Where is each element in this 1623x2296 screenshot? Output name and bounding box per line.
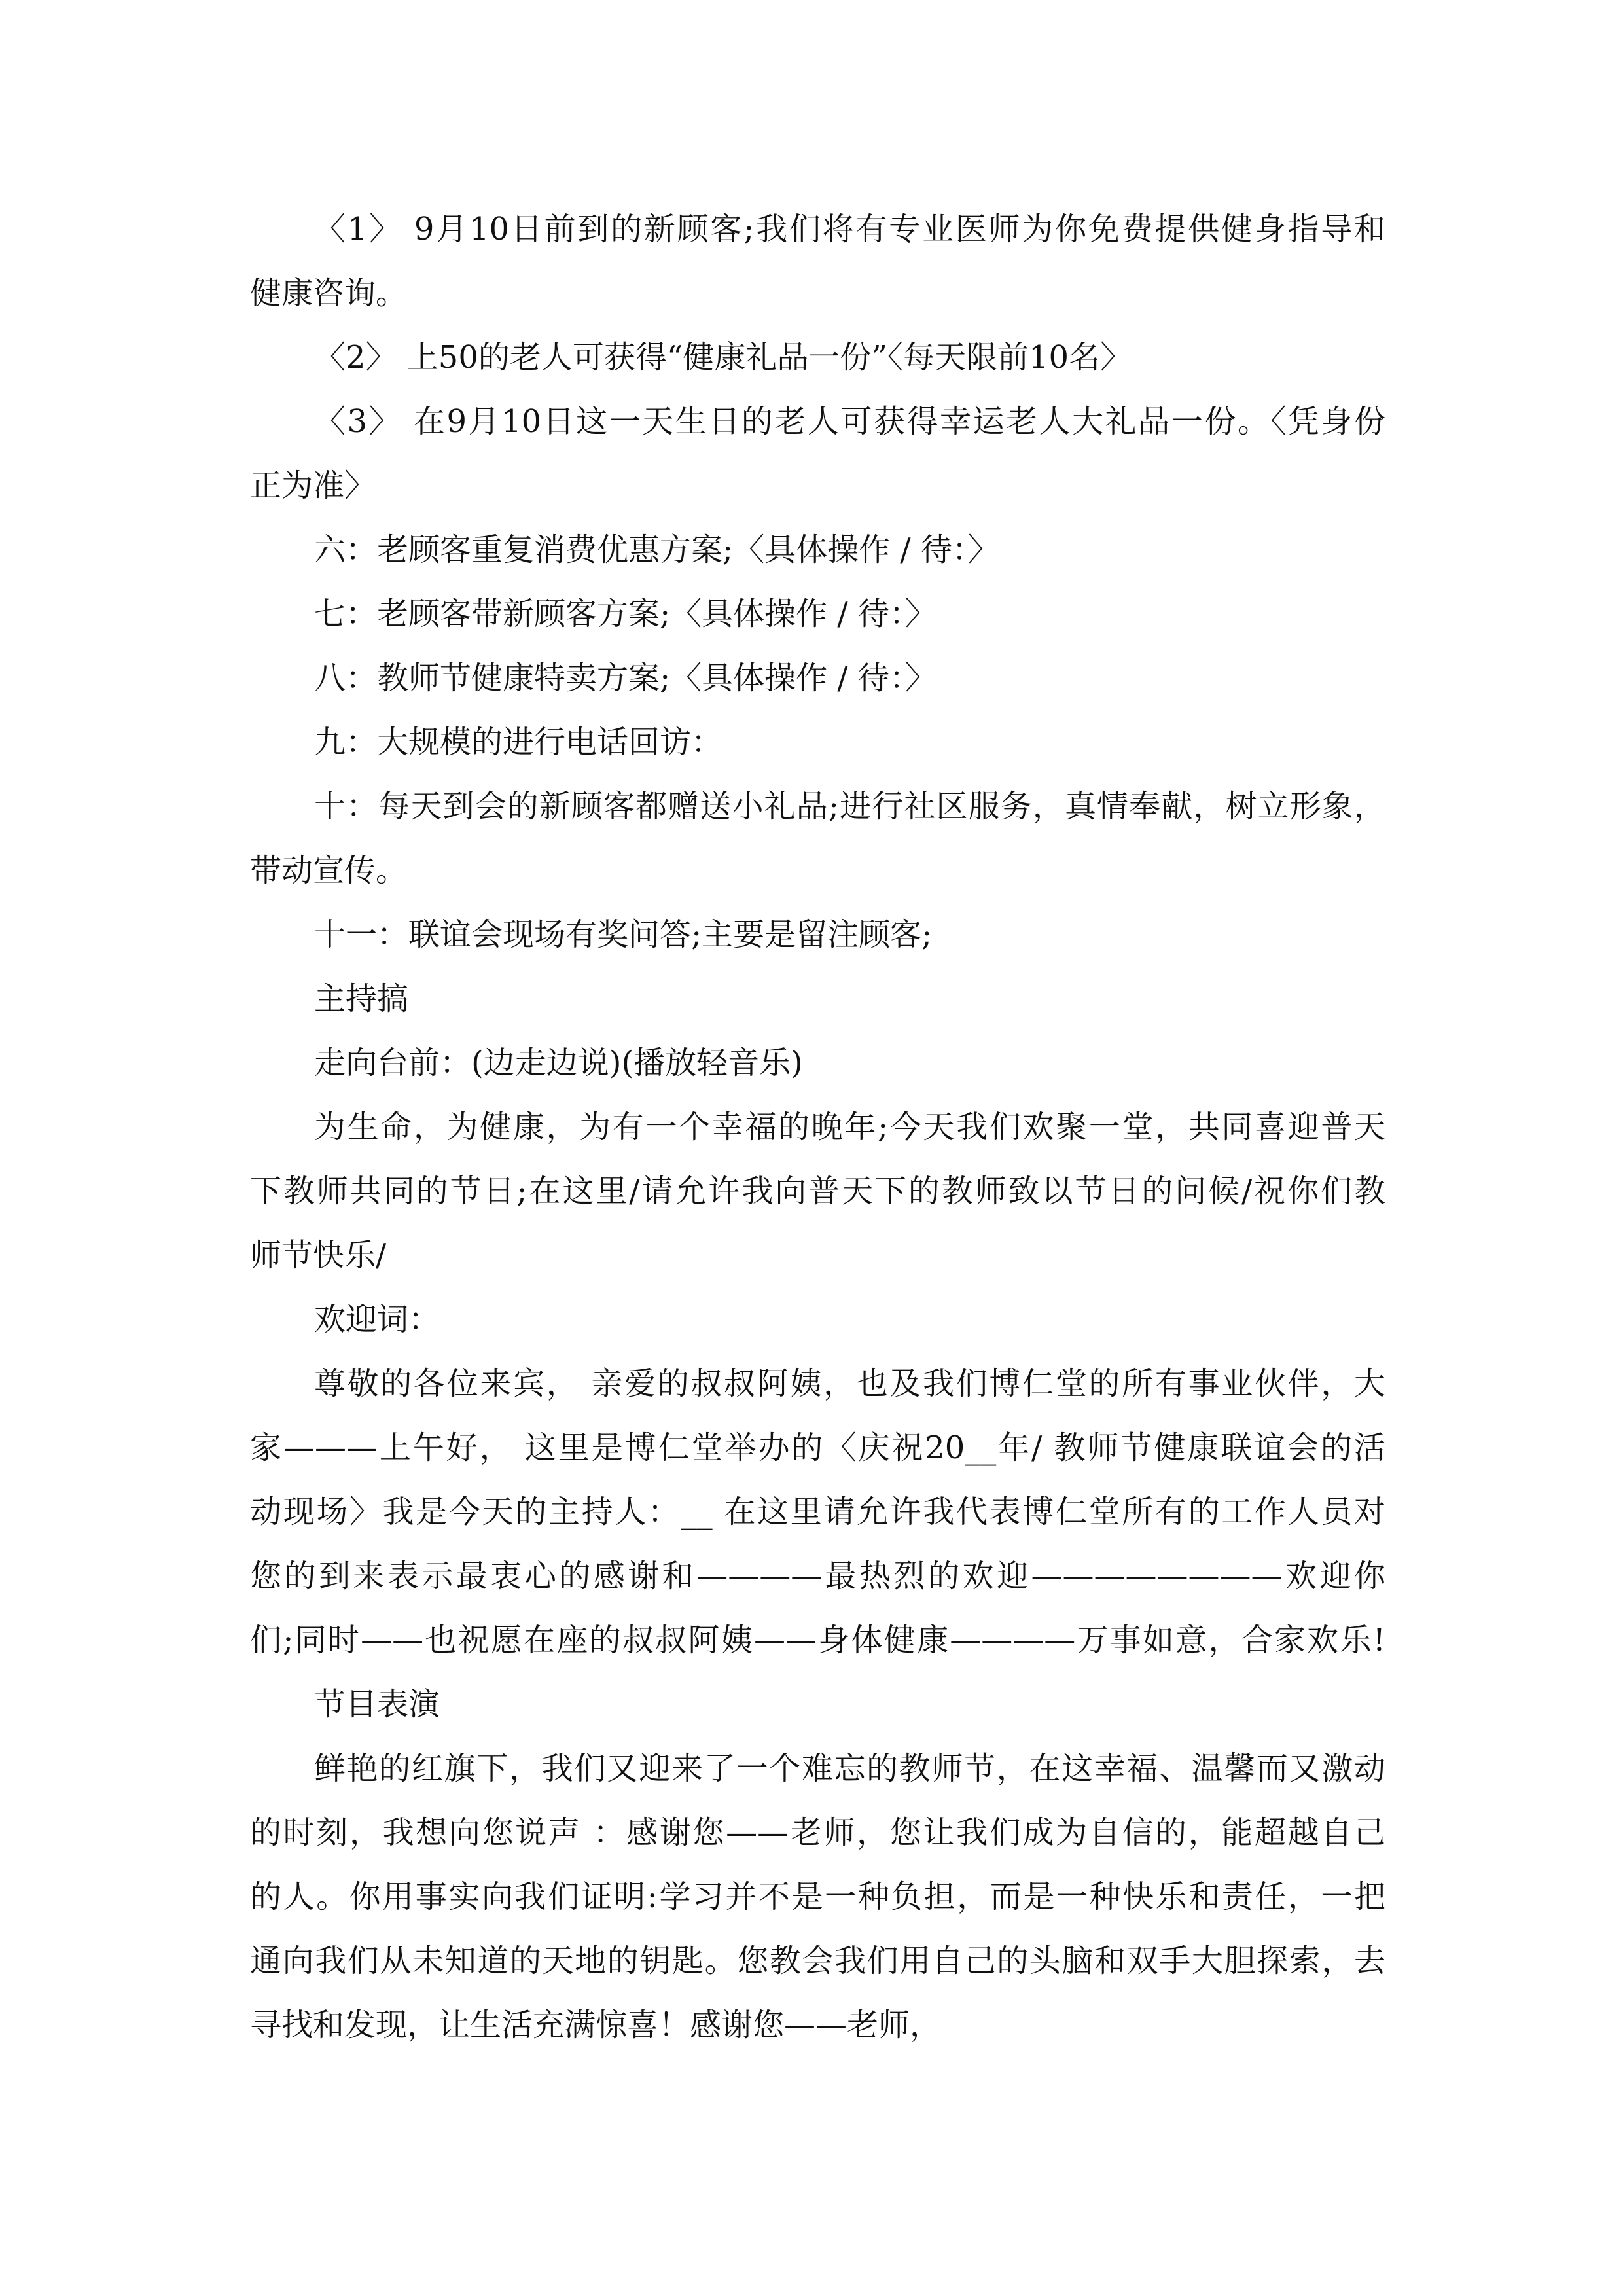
text-line: 欢迎词： bbox=[314, 1301, 440, 1338]
text-line: 十一：联谊会现场有奖问答;主要是留注顾客; bbox=[314, 916, 933, 953]
text-line: 节目表演 bbox=[314, 1686, 440, 1723]
text-line: 〈1〉 9月10日前到的新顾客;我们将有专业医师为你免费提供健身指导和 bbox=[314, 211, 1385, 247]
text-line: 您的到来表示最衷心的感谢和————最热烈的欢迎————————欢迎你 bbox=[250, 1558, 1385, 1594]
text-line: 下教师共同的节日;在这里/请允许我向普天下的教师致以节日的问候/祝你们教 bbox=[250, 1173, 1385, 1210]
text-line: 走向台前：(边走边说)(播放轻音乐) bbox=[314, 1045, 803, 1081]
text-line: 的时刻，我想向您说声 ：感谢您——老师，您让我们成为自信的，能超越自己 bbox=[250, 1814, 1385, 1851]
text-line: 们;同时——也祝愿在座的叔叔阿姨——身体健康————万事如意，合家欢乐! bbox=[250, 1622, 1385, 1659]
text-line: 八：教师节健康特卖方案;〈具体操作 / 待：〉 bbox=[314, 660, 936, 696]
text-line: 〈3〉 在9月10日这一天生日的老人可获得幸运老人大礼品一份。〈凭身份 bbox=[314, 403, 1385, 440]
text-line: 带动宣传。 bbox=[250, 852, 408, 889]
text-line: 鲜艳的红旗下，我们又迎来了一个难忘的教师节，在这幸福、温馨而又激动 bbox=[314, 1750, 1385, 1787]
text-line: 正为准〉 bbox=[250, 467, 376, 504]
text-line: 十：每天到会的新顾客都赠送小礼品;进行社区服务，真情奉献，树立形象， bbox=[314, 788, 1385, 825]
text-line: 师节快乐/ bbox=[250, 1237, 387, 1274]
text-line: 健康咨询。 bbox=[250, 275, 408, 312]
text-line: 尊敬的各位来宾， 亲爱的叔叔阿姨，也及我们博仁堂的所有事业伙伴，大 bbox=[314, 1365, 1385, 1402]
text-line: 六：老顾客重复消费优惠方案;〈具体操作 / 待：〉 bbox=[314, 531, 999, 568]
text-line: 通向我们从未知道的天地的钥匙。您教会我们用自己的头脑和双手大胆探索，去 bbox=[250, 1943, 1385, 1979]
text-line: 动现场〉我是今天的主持人：__ 在这里请允许我代表博仁堂所有的工作人员对 bbox=[250, 1494, 1385, 1530]
document-page bbox=[250, 203, 1385, 2063]
text-line: 寻找和发现，让生活充满惊喜！感谢您——老师， bbox=[250, 2007, 942, 2043]
text-line: 家———上午好， 这里是博仁堂举办的〈庆祝20__年/ 教师节健康联谊会的活 bbox=[250, 1429, 1385, 1466]
text-line: 的人。你用事实向我们证明:学习并不是一种负担，而是一种快乐和责任，一把 bbox=[250, 1878, 1385, 1915]
text-line: 主持搞 bbox=[314, 980, 409, 1017]
text-line: 为生命，为健康，为有一个幸福的晚年;今天我们欢聚一堂，共同喜迎普天 bbox=[314, 1109, 1385, 1145]
text-line: 〈2〉 上50的老人可获得“健康礼品一份”〈每天限前10名〉 bbox=[314, 339, 1132, 376]
text-line: 九：大规模的进行电话回访： bbox=[314, 724, 723, 761]
text-line: 七：老顾客带新顾客方案;〈具体操作 / 待：〉 bbox=[314, 596, 936, 632]
